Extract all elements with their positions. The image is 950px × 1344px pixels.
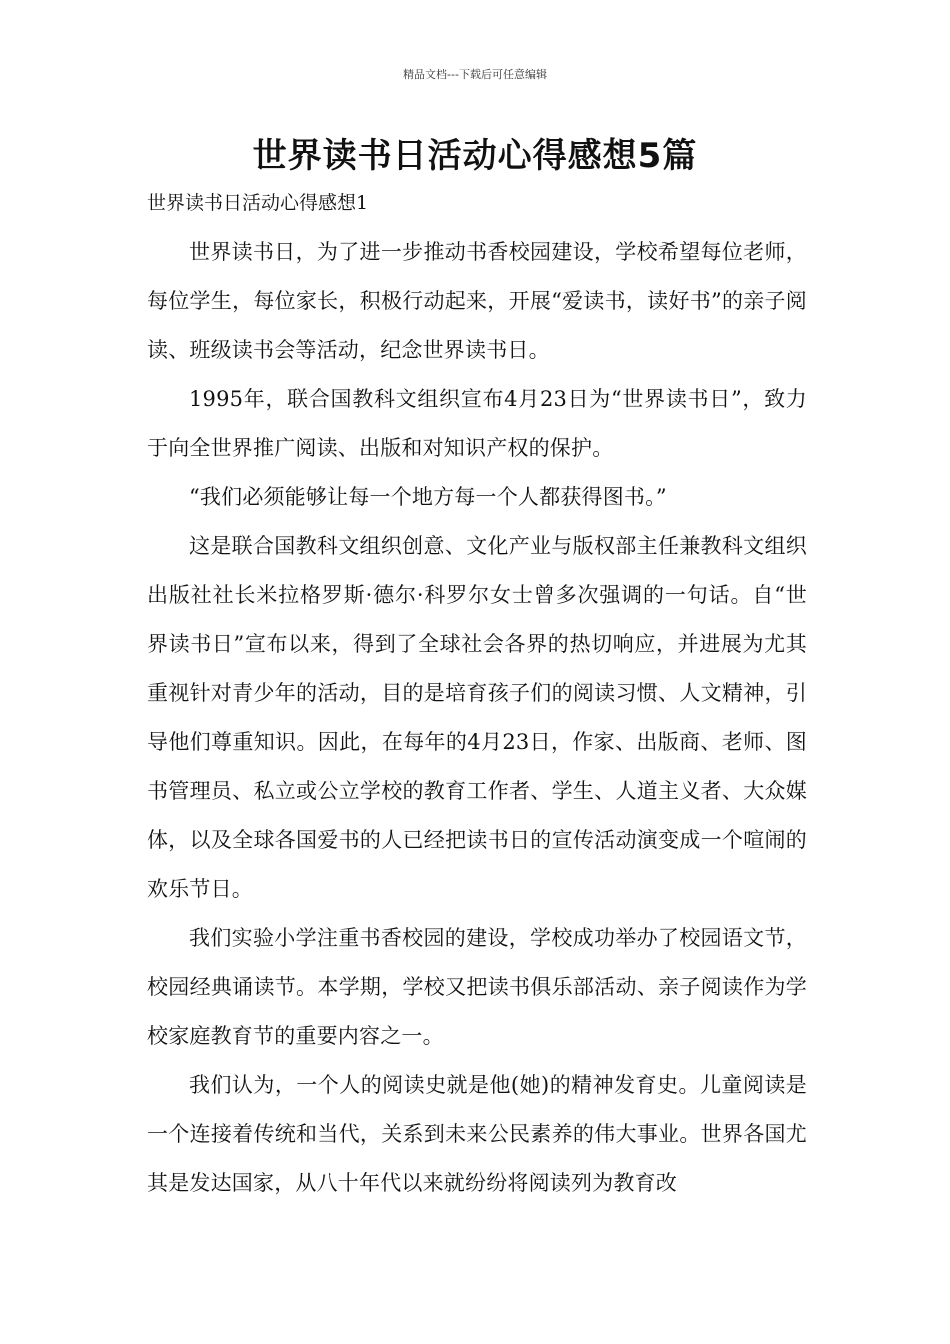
section-subtitle: 世界读书日活动心得感想1 [147, 192, 369, 214]
paragraph-3: “我们必须能够让每一个地方每一个人都获得图书。” [189, 485, 667, 509]
header-note: 精品文档---下载后可任意编辑 [403, 68, 547, 81]
paragraph-5: 我们实验小学注重书香校园的建设，学校成功举办了校园语文节，校园经典诵读节。本学期，学校又把读书俱乐部活动、亲子阅读作为学校家庭教育节的重要内容之一。 [147, 926, 807, 1048]
paragraph-6: 我们认为，一个人的阅读史就是他(她)的精神发育史。儿童阅读是一个连接着传统和当代，关系到未来公民素养的伟大事业。世界各国尤其是发达国家，从八十年代以来就纷纷将阅读列为教育改 [147, 1073, 807, 1195]
paragraph-2: 1995年，联合国教科文组织宣布4月23日为“世界读书日”，致力于向全世界推广阅读、出版和对知识产权的保护。 [147, 387, 807, 460]
document-title: 世界读书日活动心得感想5篇 [252, 136, 698, 176]
paragraph-1: 世界读书日，为了进一步推动书香校园建设，学校希望每位老师，每位学生，每位家长，积极行动起来，开展“爱读书，读好书”的亲子阅读、班级读书会等活动，纪念世界读书日。 [147, 240, 807, 362]
document-body [147, 228, 807, 1208]
paragraph-4: 这是联合国教科文组织创意、文化产业与版权部主任兼教科文组织出版社社长米拉格罗斯·德尔·科罗尔女士曾多次强调的一句话。自“世界读书日”宣布以来，得到了全球社会各界的热切响应，并进展为尤其重视针对青少年的活动，目的是培育孩子们的阅读习惯、人文精神，引导他们尊重知识。因此，在每年的4月23日，作家、出版商、老师、图书管理员、私立或公立学校的教育工作者、学生、人道主义者、大众媒体，以及全球各国爱书的人已经把读书日的宣传活动演变成一个喧闹的欢乐节日。 [147, 534, 807, 901]
